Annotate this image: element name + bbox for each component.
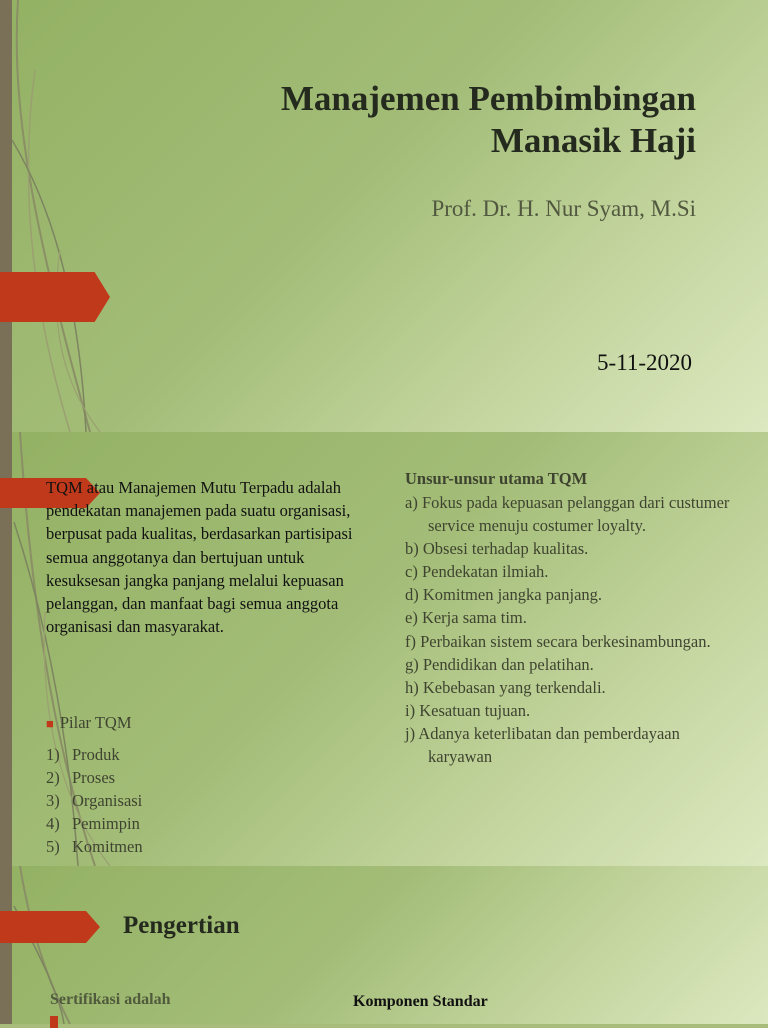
red-tab-marker: [0, 911, 100, 943]
red-tab-marker: [0, 272, 110, 322]
pilar-list: [46, 743, 143, 858]
list-item: [46, 789, 143, 812]
pilar-heading: [46, 713, 132, 733]
decorative-vines: [0, 0, 140, 432]
unsur-heading: Unsur-unsur utama TQM: [405, 469, 588, 488]
tqm-definition: TQM atau Manajemen Mutu Terpadu adalah pendekatan manajemen pada suatu organisasi, berpusat pada kualitas, berdasarkan partisipasi semua anggotanya dan bertujuan untuk kesuksesan jangka panjang melalui kepuasan pelanggan, dan manfaat bagi semua anggota organisasi dan masyarakat.: [46, 478, 353, 637]
list-item: c) Pendekatan ilmiah.: [405, 562, 549, 582]
list-item: e) Kerja sama tim.: [405, 608, 527, 628]
presentation-author: Prof. Dr. H. Nur Syam, M.Si: [431, 196, 696, 221]
komponen-heading: Komponen Standar: [353, 993, 488, 1010]
item-text: Komitmen: [72, 837, 143, 856]
bullet-icon: ■: [46, 716, 54, 731]
item-text: Proses: [72, 768, 116, 787]
item-number: 3): [46, 791, 60, 810]
list-item: [46, 766, 143, 789]
item-number: 1): [46, 745, 60, 764]
presentation-date: 5-11-2020: [597, 350, 692, 375]
list-item: b) Obsesi terhadap kualitas.: [405, 539, 589, 559]
list-item: d) Komitmen jangka panjang.: [405, 585, 603, 605]
list-item: [46, 835, 143, 858]
bullet-icon: [50, 1016, 58, 1028]
title-line-2: Manasik Haji: [490, 121, 696, 160]
item-number: 4): [46, 814, 60, 833]
list-item: h) Kebebasan yang terkendali.: [405, 677, 606, 697]
list-item: g) Pendidikan dan pelatihan.: [405, 654, 594, 674]
list-item: i) Kesatuan tujuan.: [405, 700, 531, 720]
sertifikasi-heading: Sertifikasi adalah: [50, 991, 171, 1008]
list-item: a) Fokus pada kepuasan pelanggan dari custumer service menuju costumer loyalty.: [405, 493, 730, 536]
item-number: 5): [46, 837, 60, 856]
list-item: [46, 743, 143, 766]
list-item: f) Perbaikan sistem secara berkesinambungan.: [405, 631, 711, 651]
title-line-1: Manajemen Pembimbingan: [280, 79, 696, 118]
list-item: j) Adanya keterlibatan dan pemberdayaan karyawan: [405, 723, 680, 767]
item-number: 2): [46, 768, 60, 787]
item-text: Pemimpin: [72, 814, 140, 833]
slide-title-pengertian: Pengertian: [123, 912, 240, 939]
pilar-heading-label: Pilar TQM: [59, 713, 132, 732]
item-text: Produk: [72, 745, 120, 764]
presentation-title: [281, 78, 696, 162]
unsur-list: [405, 491, 745, 768]
list-item: [46, 812, 143, 835]
item-text: Organisasi: [72, 791, 143, 810]
slide-title: [0, 0, 768, 432]
